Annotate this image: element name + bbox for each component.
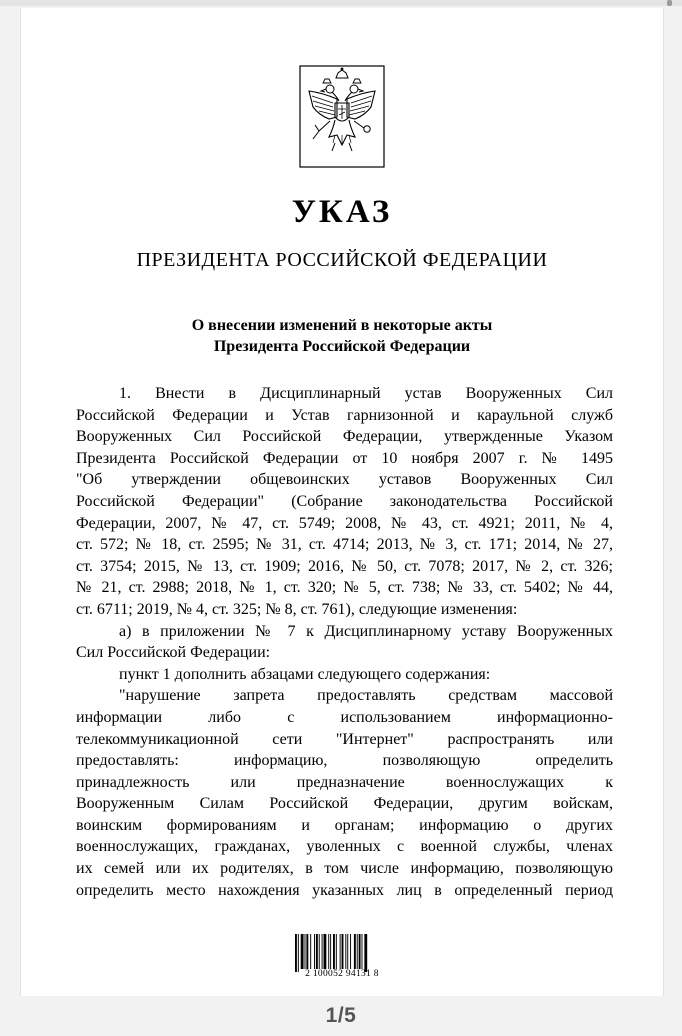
heading-line: О внесении изменений в некоторые акты bbox=[191, 317, 493, 334]
body-line: пункт 1 дополнить абзацами следующего содержания: bbox=[119, 665, 491, 683]
scrollbar-thumb[interactable] bbox=[667, 0, 672, 6]
document-page bbox=[20, 8, 664, 996]
body-line: воинским формированиям и органам; информацию о других bbox=[76, 816, 613, 834]
body-line: Вооруженным Силам Российской Федерации, другим войскам, bbox=[76, 795, 613, 813]
heading-line: Президента Российской Федерации bbox=[213, 338, 471, 355]
coat-of-arms-icon bbox=[299, 65, 385, 168]
document-heading bbox=[21, 315, 663, 357]
body-line: ст. 572; № 18, ст. 2595; № 31, ст. 4714; 2013, № 3, ст. 171; 2014, № 27, bbox=[76, 536, 613, 554]
document-body bbox=[76, 383, 613, 901]
document-title: УКАЗ bbox=[291, 194, 393, 230]
body-line: определить место нахождения указанных лиц в определенный период bbox=[76, 881, 613, 899]
body-line: "Об утверждении общевоинских уставов Вооруженных Сил bbox=[76, 471, 613, 489]
page-indicator: 1/5 bbox=[325, 1004, 357, 1027]
body-line: Президента Российской Федерации от 10 ноября 2007 г. № 1495 bbox=[76, 449, 613, 467]
body-line: 1. Внести в Дисциплинарный устав Вооруженных Сил bbox=[119, 385, 613, 402]
body-line: ст. 3754; 2015, № 13, ст. 1909; 2016, № 50, ст. 7078; 2017, № 2, ст. 326; bbox=[76, 557, 613, 575]
body-line: телекоммуникационной сети "Интернет" распространять или bbox=[76, 730, 613, 748]
body-line: Вооруженных Сил Российской Федерации, утвержденные Указом bbox=[76, 428, 613, 446]
body-line: Российской Федерации и Устав гарнизонной и караульной служб bbox=[76, 406, 613, 424]
body-line: военнослужащих, гражданах, уволенных с военной службы, членах bbox=[76, 838, 613, 856]
body-line: Российской Федерации" (Собрание законодательства Российской bbox=[76, 492, 613, 510]
top-scrollbar[interactable] bbox=[0, 0, 682, 6]
document-subtitle: ПРЕЗИДЕНТА РОССИЙСКОЙ ФЕДЕРАЦИИ bbox=[136, 249, 548, 271]
body-line: Сил Российской Федерации: bbox=[76, 644, 271, 662]
body-line: предоставлять: информацию, позволяющую определить bbox=[76, 752, 613, 770]
body-line: принадлежность или предназначение военнослужащих к bbox=[76, 773, 613, 791]
body-line: информации либо с использованием информационно- bbox=[76, 708, 613, 726]
body-line: Федерации, 2007, № 47, ст. 5749; 2008, № 43, ст. 4921; 2011, № 4, bbox=[76, 514, 613, 532]
body-line: их семей или их родителях, в том числе информацию, позволяющую bbox=[76, 860, 613, 878]
body-line: а) в приложении № 7 к Дисциплинарному уставу Вооруженных bbox=[119, 622, 613, 640]
body-line: ст. 6711; 2019, № 4, ст. 325; № 8, ст. 761), следующие изменения: bbox=[76, 600, 518, 618]
barcode-number: 2 100052 94131 8 bbox=[305, 969, 379, 979]
body-line: "нарушение запрета предоставлять средствам массовой bbox=[119, 687, 613, 705]
body-line: № 21, ст. 2988; 2018, № 1, ст. 320; № 5, ст. 738; № 33, ст. 5402; № 44, bbox=[76, 579, 613, 597]
